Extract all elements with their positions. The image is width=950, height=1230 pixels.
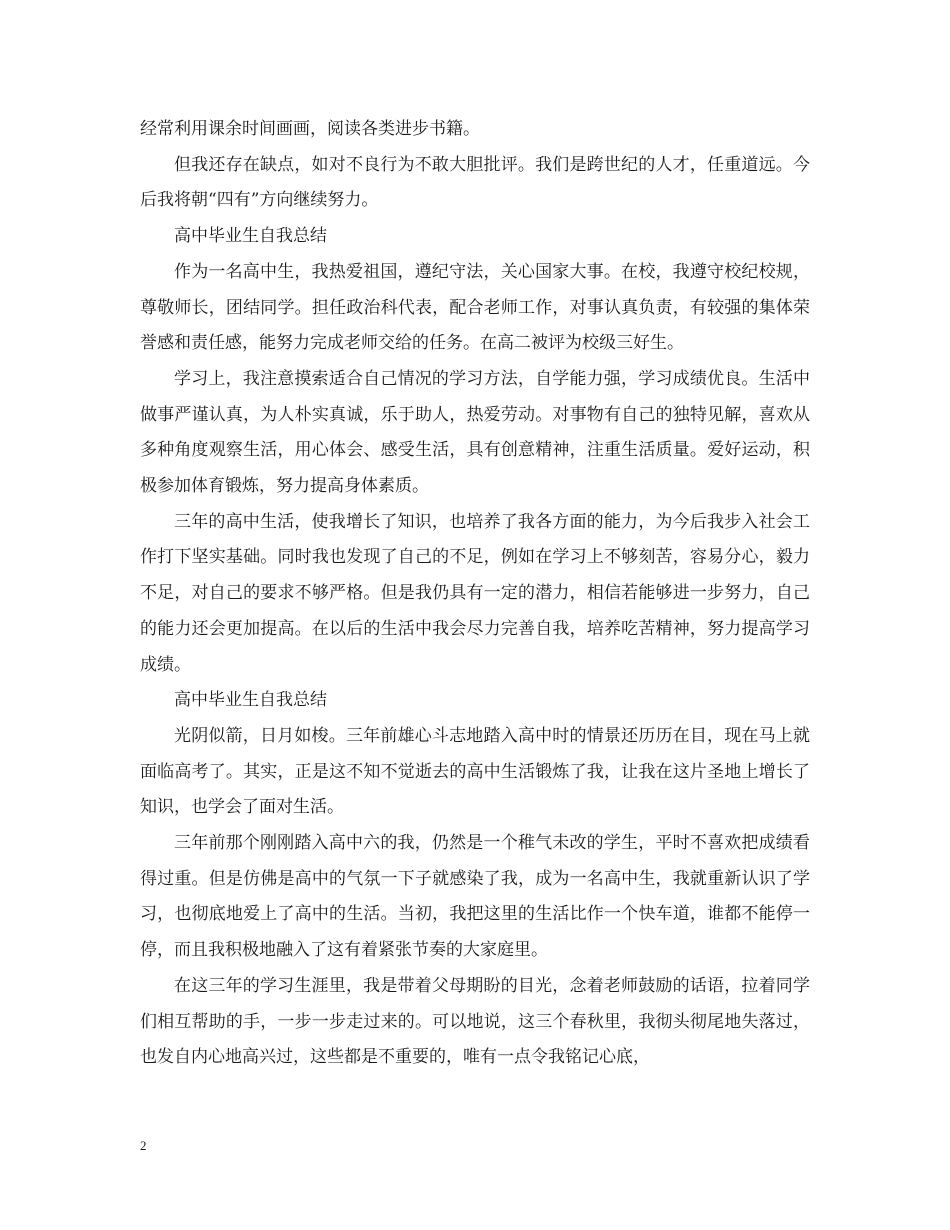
paragraph-6: 光阴似箭，日月如梭。三年前雄心斗志地踏入高中时的情景还历历在目，现在马上就面临高考了。其实，正是这不知不觉逝去的高中生活锻炼了我，让我在这片圣地上增长了知识，也学会了面对生活。	[140, 725, 810, 818]
section-heading-1: 高中毕业生自我总结	[174, 226, 327, 247]
paragraph-2: 但我还存在缺点，如对不良行为不敢大胆批评。我们是跨世纪的人才，任重道远。今后我将朝“四有”方向继续努力。	[140, 154, 810, 211]
paragraph-7: 三年前那个刚刚踏入高中六的我，仍然是一个稚气未改的学生，平时不喜欢把成绩看得过重。但是仿佛是高中的气氛一下子就感染了我，成为一名高中生，我就重新认识了学习，也彻底地爱上了高中的生活。当初，我把这里的生活比作一个快车道，谁都不能停一停，而且我积极地融入了这有着紧张节奏的大家庭里。	[140, 833, 810, 961]
document-body	[140, 112, 810, 1076]
paragraph-5: 三年的高中生活，使我增长了知识，也培养了我各方面的能力，为今后我步入社会工作打下坚实基础。同时我也发现了自己的不足，例如在学习上不够刻苦，容易分心，毅力不足，对自己的要求不够严格。但是我仍具有一定的潜力，相信若能够进一步努力，自己的能力还会更加提高。在以后的生活中我会尽力完善自我，培养吃苦精神，努力提高学习成绩。	[140, 511, 810, 675]
section-heading-2: 高中毕业生自我总结	[174, 690, 327, 711]
paragraph-1: 经常利用课余时间画画，阅读各类进步书籍。	[140, 119, 480, 139]
page-number: 2	[140, 1138, 147, 1153]
paragraph-4: 学习上，我注意摸索适合自己情况的学习方法，自学能力强，学习成绩优良。生活中做事严谨认真，为人朴实真诚，乐于助人，热爱劳动。对事物有自己的独特见解，喜欢从多种角度观察生活，用心体会、感受生活，具有创意精神，注重生活质量。爱好运动，积极参加体育锻炼，努力提高身体素质。	[140, 368, 810, 497]
paragraph-8: 在这三年的学习生涯里，我是带着父母期盼的目光，念着老师鼓励的话语，拉着同学们相互帮助的手，一步一步走过来的。可以地说，这三个春秋里，我彻头彻尾地失落过，也发自内心地高兴过，这些都是不重要的，唯有一点令我铭记心底，	[140, 975, 810, 1068]
paragraph-3: 作为一名高中生，我热爱祖国，遵纪守法，关心国家大事。在校，我遵守校纪校规，尊敬师长，团结同学。担任政治科代表，配合老师工作，对事认真负责，有较强的集体荣誉感和责任感，能努力完成老师交给的任务。在高二被评为校级三好生。	[140, 261, 810, 354]
